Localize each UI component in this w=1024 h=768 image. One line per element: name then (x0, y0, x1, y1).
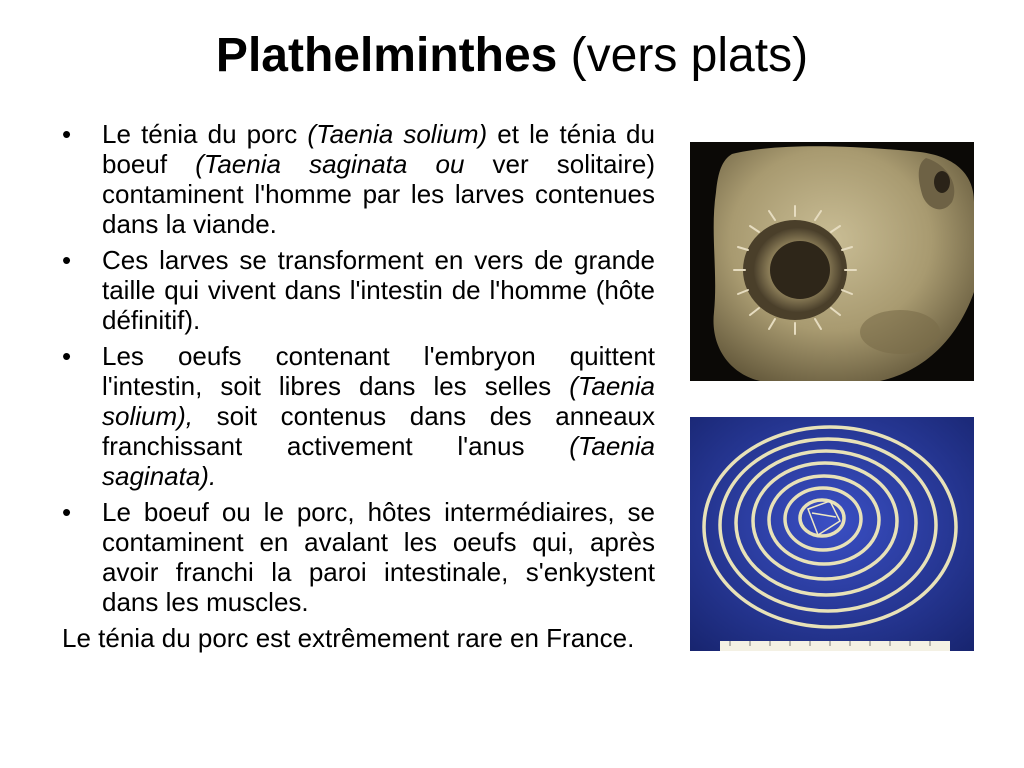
bullet-text: ver solitaire) contaminent l'homme par les larves contenues dans la viande. (102, 149, 655, 239)
bullet-item (62, 341, 655, 491)
bullet-text: soit contenus dans des anneaux franchissant activement l'anus (102, 401, 655, 461)
scolex-illustration (690, 142, 974, 381)
species-name: (Taenia saginata). (102, 431, 655, 491)
species-name: (Taenia solium) (307, 119, 488, 149)
bullet-text: Le ténia du porc (102, 119, 308, 149)
bullet-item (62, 245, 655, 335)
bullet-text: Le boeuf ou le porc, hôtes intermédiaires, se contaminent en avalant les oeufs qui, après avoir franchi la paroi intestinale, s'enkystent dans les muscles. (102, 497, 655, 617)
bullet-list (62, 119, 655, 617)
title-bold: Plathelminthes (215, 29, 558, 82)
coiled-worm-illustration (690, 417, 974, 651)
slide-body (62, 119, 655, 653)
bullet-text: Ces larves se transforment en vers de grande taille qui vivent dans l'intestin de l'homme (hôte définitif). (102, 245, 655, 335)
title-rest: (vers plats) (557, 29, 809, 82)
bullet-text: et le ténia du boeuf (102, 119, 655, 179)
bullet-text: Les oeufs contenant l'embryon quittent l'intestin, soit libres dans les selles (102, 341, 655, 401)
slide-title (0, 28, 1024, 83)
closing-note: Le ténia du porc est extrêmement rare en France. (62, 623, 635, 653)
bullet-item (62, 119, 655, 239)
bullet-item (62, 497, 655, 617)
coiled-worm-photo (690, 417, 974, 651)
species-name: (Taenia solium), (102, 371, 655, 431)
species-name: (Taenia saginata ou (195, 149, 465, 179)
scolex-photo (690, 142, 974, 381)
